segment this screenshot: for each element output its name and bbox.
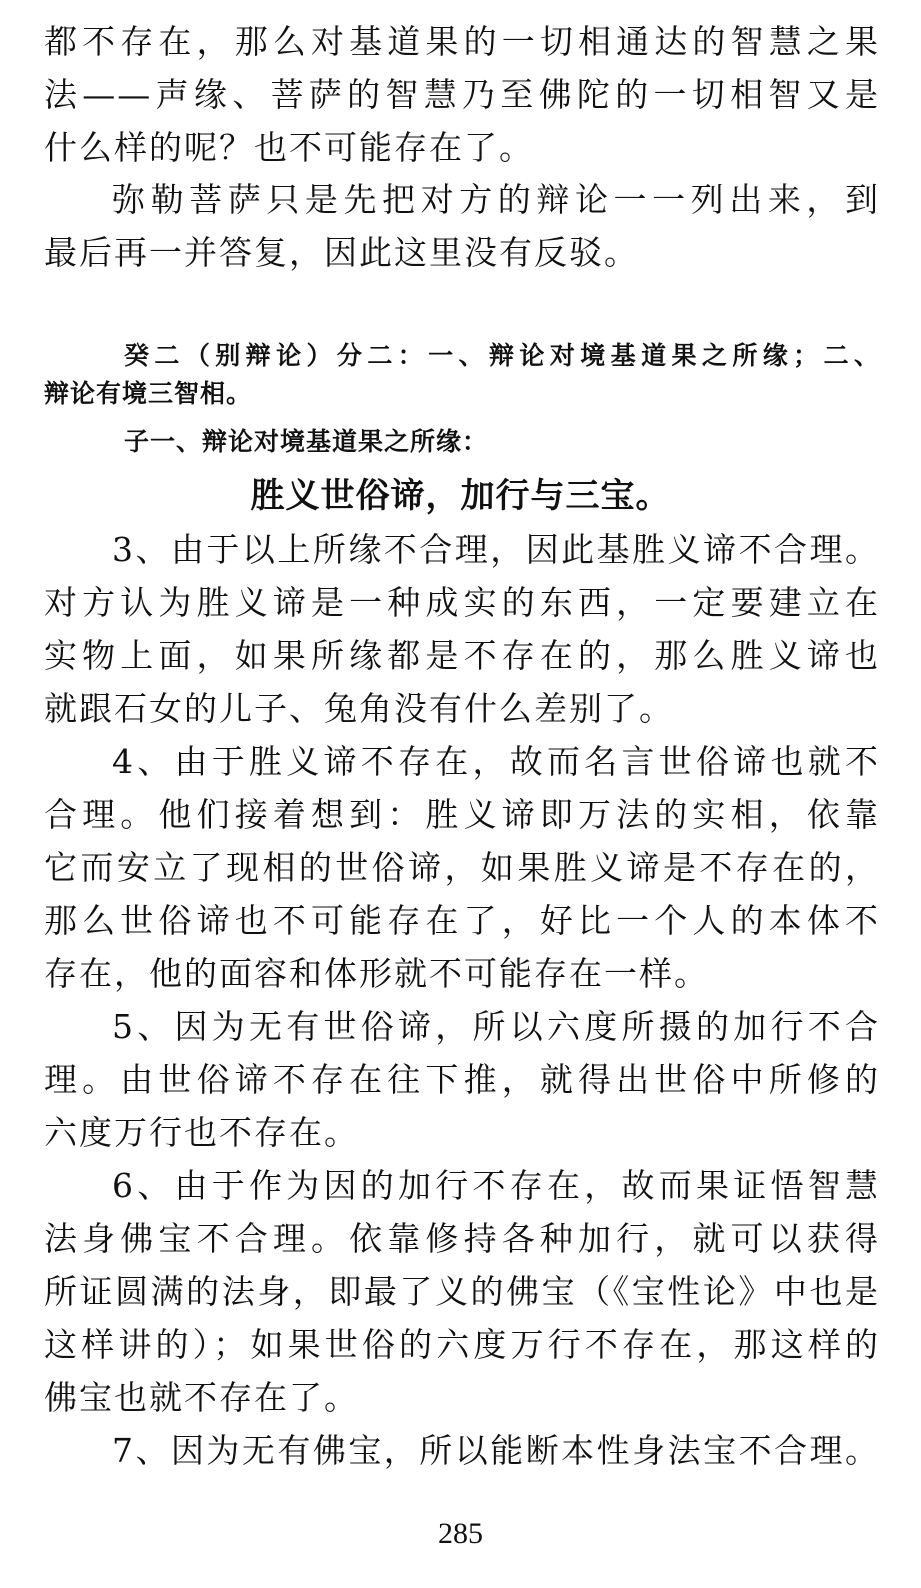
section-heading-line-2: 辩论有境三智相。 [44,379,253,408]
paragraph-3-line-4: 就跟石女的儿子、兔角没有什么差别了。 [44,689,674,728]
paragraph-3-line-1: 3、由于以上所缘不合理，因此基胜义谛不合理。 [112,530,880,569]
paragraph-1-line-2: 法——声缘、菩萨的智慧乃至佛陀的一切相智又是 [44,75,880,114]
paragraph-1-line-1: 都不存在，那么对基道果的一切相通达的智慧之果 [44,22,880,61]
paragraph-5-line-1: 5、因为无有世俗谛，所以六度所摄的加行不合 [112,1007,880,1046]
paragraph-2-line-1: 弥勒菩萨只是先把对方的辩论一一列出来，到 [112,180,880,219]
paragraph-2-line-2: 最后再一并答复，因此这里没有反驳。 [44,233,639,272]
paragraph-5-line-2: 理。由世俗谛不存在往下推，就得出世俗中所修的 [44,1060,880,1099]
paragraph-3-line-3: 实物上面，如果所缘都是不存在的，那么胜义谛也 [44,636,880,675]
paragraph-4-line-3: 它而安立了现相的世俗谛，如果胜义谛是不存在的， [44,848,880,887]
paragraph-4-line-2: 合理。他们接着想到：胜义谛即万法的实相，依靠 [44,795,880,834]
paragraph-6-line-5: 佛宝也就不存在了。 [44,1378,359,1417]
paragraph-1-line-3: 什么样的呢？也不可能存在了。 [44,128,534,167]
paragraph-6-line-4: 这样讲的）；如果世俗的六度万行不存在，那这样的 [44,1325,880,1364]
sub-heading: 子一、辩论对境基道果之所缘： [124,427,489,456]
paragraph-6-line-2: 法身佛宝不合理。依靠修持各种加行，就可以获得 [44,1219,880,1258]
paragraph-7-line-1: 7、因为无有佛宝，所以能断本性身法宝不合理。 [112,1431,880,1470]
page-number: 285 [438,1517,483,1550]
paragraph-4-line-1: 4、由于胜义谛不存在，故而名言世俗谛也就不 [112,742,880,781]
paragraph-6-line-3: 所证圆满的法身，即最了义的佛宝（《宝性论》中也是 [44,1272,880,1311]
paragraph-5-line-3: 六度万行也不存在。 [44,1113,359,1152]
paragraph-4-line-5: 存在，他的面容和体形就不可能存在一样。 [44,954,709,993]
paragraph-6-line-1: 6、由于作为因的加行不存在，故而果证悟智慧 [112,1166,880,1205]
paragraph-4-line-4: 那么世俗谛也不可能存在了，好比一个人的本体不 [44,901,880,940]
paragraph-3-line-2: 对方认为胜义谛是一种成实的东西，一定要建立在 [44,583,880,622]
verse-title: 胜义世俗谛，加行与三宝。 [250,476,671,516]
section-heading-line-1: 癸二（别辩论）分二：一、辩论对境基道果之所缘；二、 [124,341,880,370]
